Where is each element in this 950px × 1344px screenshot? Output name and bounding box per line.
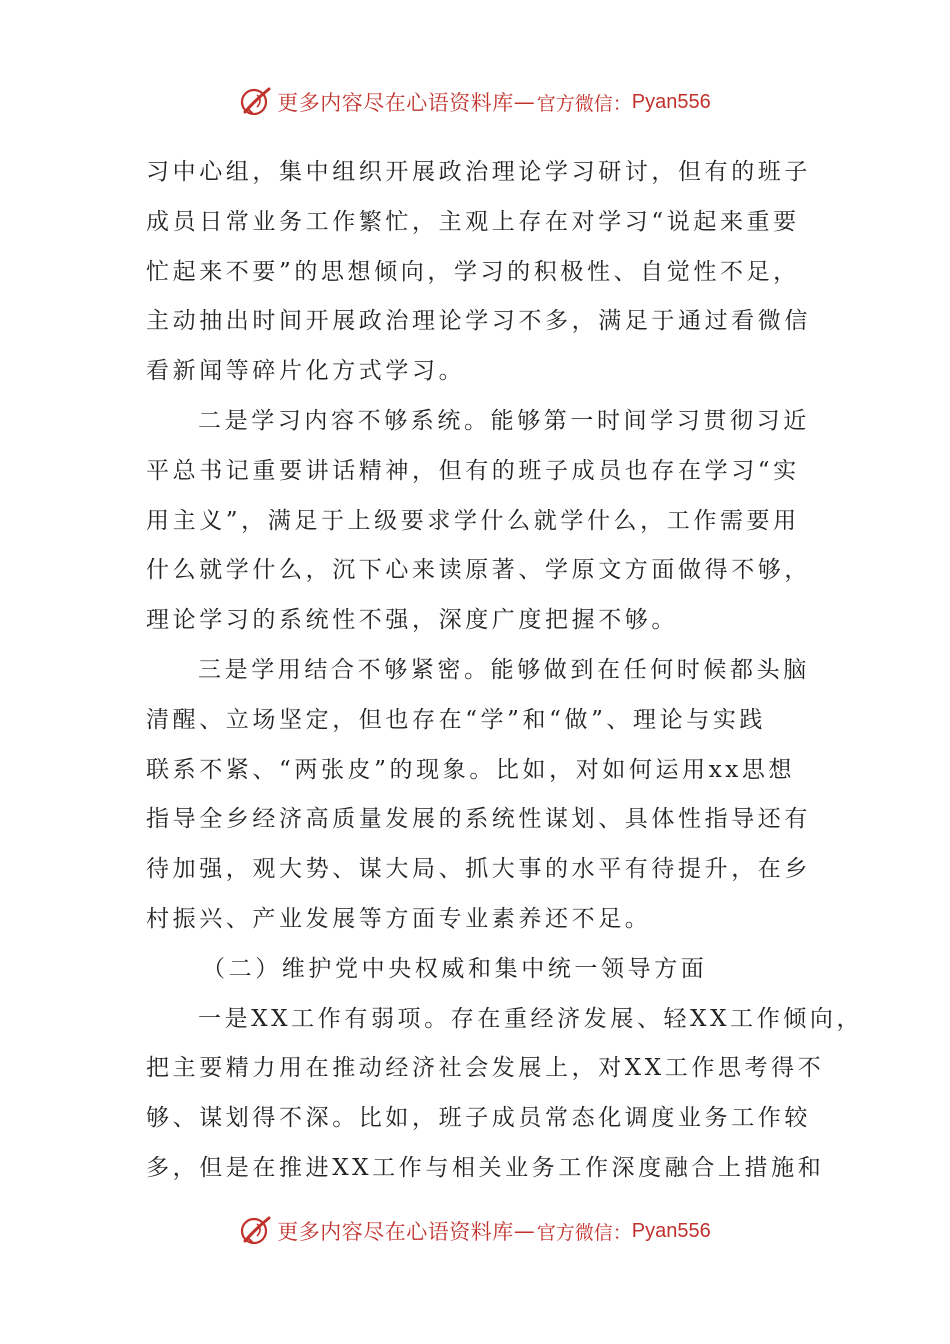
paragraph-line: 什么就学什么，沉下心来读原著、学原文方面做得不够，	[146, 557, 811, 584]
paragraph-line: 看新闻等碎片化方式学习。	[146, 358, 466, 385]
watermark-main-text: 更多内容尽在心语资料库	[277, 91, 514, 115]
paragraph-line: 够、谋划得不深。比如，班子成员常态化调度业务工作较	[146, 1105, 811, 1132]
watermark-contact-id: Pyan556	[631, 90, 711, 113]
watermark-dash: —	[513, 90, 535, 114]
watermark-contact-label: 官方微信：	[536, 1221, 632, 1244]
paragraph-line: 平总书记重要讲话精神，但有的班子成员也存在学习“实	[146, 457, 800, 484]
paragraph-line: 清醒、立场坚定，但也存在“学”和“做”、理论与实践	[146, 706, 767, 733]
paragraph-line: 村振兴、产业发展等方面专业素养还不足。	[146, 905, 652, 932]
watermark-dash: —	[513, 1219, 535, 1243]
paragraph-line: 一是XX工作有弱项。存在重经济发展、轻XX工作倾向，	[198, 1005, 864, 1032]
paragraph-line: 待加强，观大势、谋大局、抓大事的水平有待提升，在乡	[146, 856, 811, 883]
document-body	[146, 148, 864, 1194]
brush-pen-logo-icon	[239, 1214, 273, 1248]
paragraph-line: 成员日常业务工作繁忙，主观上存在对学习“说起来重要	[146, 208, 800, 235]
header-watermark	[0, 82, 950, 122]
watermark-main-text: 更多内容尽在心语资料库	[277, 1220, 514, 1244]
paragraph-line: 把主要精力用在推动经济社会发展上，对XX工作思考得不	[146, 1055, 825, 1082]
brush-pen-logo-icon	[239, 85, 273, 119]
watermark-contact-id: Pyan556	[631, 1219, 711, 1242]
paragraph-line: 指导全乡经济高质量发展的系统性谋划、具体性指导还有	[146, 806, 811, 833]
section-heading: （二）维护党中央权威和集中统一领导方面	[202, 955, 708, 982]
paragraph-line: 习中心组，集中组织开展政治理论学习研讨，但有的班子	[146, 159, 811, 185]
paragraph-line: 用主义”，满足于上级要求学什么就学什么，工作需要用	[146, 507, 800, 534]
paragraph-line: 主动抽出时间开展政治理论学习不多，满足于通过看微信	[146, 308, 811, 335]
paragraph-line: 多，但是在推进XX工作与相关业务工作深度融合上措施和	[146, 1154, 825, 1181]
paragraph-line: 理论学习的系统性不强，深度广度把握不够。	[146, 607, 678, 634]
watermark-contact-label: 官方微信：	[536, 92, 632, 115]
paragraph-line: 三是学用结合不够紧密。能够做到在任何时候都头脑	[198, 656, 810, 683]
paragraph-line: 忙起来不要”的思想倾向，学习的积极性、自觉性不足，	[146, 258, 800, 285]
paragraph-line: 联系不紧、“两张皮”的现象。比如，对如何运用xx思想	[146, 756, 796, 783]
footer-watermark	[0, 1211, 950, 1251]
paragraph-line: 二是学习内容不够系统。能够第一时间学习贯彻习近	[198, 407, 810, 434]
